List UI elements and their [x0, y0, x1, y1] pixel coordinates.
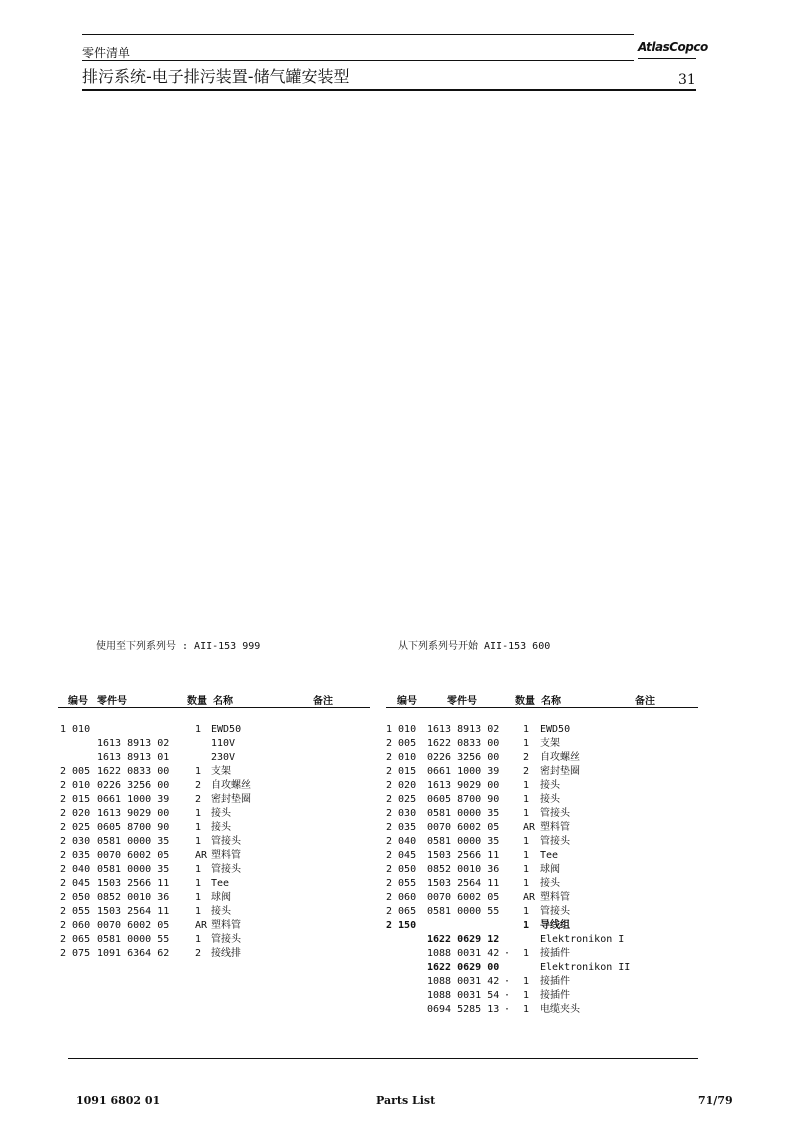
- page-number: 31: [678, 72, 696, 88]
- right-cell-no: 2 065: [386, 906, 417, 917]
- left-cell-name: 管接头: [211, 864, 241, 875]
- left-cell-part: 0581 0000 55: [97, 934, 170, 945]
- footer-rule: [68, 1058, 698, 1059]
- right-table-row: [0, 821, 800, 835]
- left-cell-qty: 2: [195, 780, 202, 791]
- right-cell-name: Elektronikon I: [540, 934, 625, 945]
- right-col-qty: 数量: [515, 696, 535, 707]
- header-mid-rule: [82, 60, 634, 61]
- right-cell-part: 1622 0833 00: [427, 738, 500, 749]
- right-table-row: [0, 779, 800, 793]
- right-cell-qty: AR: [523, 822, 536, 833]
- right-col-remark: 备注: [635, 696, 655, 707]
- right-cell-dot: ·: [504, 990, 511, 1001]
- left-cell-qty: 1: [195, 864, 202, 875]
- right-cell-qty: AR: [523, 892, 536, 903]
- left-cell-qty: 1: [195, 878, 202, 889]
- right-table-row: [0, 961, 800, 975]
- right-col-name: 名称: [541, 696, 561, 707]
- right-table-row: [0, 723, 800, 737]
- right-cell-part: 1503 2566 11: [427, 850, 500, 861]
- right-cell-no: 2 035: [386, 822, 417, 833]
- right-table-row: [0, 849, 800, 863]
- left-cell-part: 1503 2566 11: [97, 878, 170, 889]
- left-cell-name: 自攻螺丝: [211, 780, 251, 791]
- left-cell-name: EWD50: [211, 724, 242, 735]
- right-cell-qty: 2: [523, 766, 530, 777]
- right-cell-qty: 2: [523, 752, 530, 763]
- right-cell-qty: 1: [523, 850, 530, 861]
- left-cell-part: 1503 2564 11: [97, 906, 170, 917]
- right-cell-qty: 1: [523, 724, 530, 735]
- right-cell-qty: 1: [523, 920, 530, 931]
- right-table-row: [0, 905, 800, 919]
- right-cell-part: 0852 0010 36: [427, 864, 500, 875]
- right-cell-name: 电缆夹头: [540, 1004, 580, 1015]
- right-cell-part: 0070 6002 05: [427, 892, 500, 903]
- right-cell-qty: 1: [523, 864, 530, 875]
- right-cell-part: 1503 2564 11: [427, 878, 500, 889]
- right-header-rule: [386, 707, 698, 708]
- left-cell-no: 2 050: [60, 892, 91, 903]
- left-cell-qty: 1: [195, 934, 202, 945]
- header-top-rule: [82, 34, 634, 35]
- left-cell-qty: 1: [195, 808, 202, 819]
- footer-label: Parts List: [376, 1094, 436, 1107]
- footer-page: 71/79: [698, 1094, 733, 1107]
- right-serial-note: 从下列系列号开始 AII-153 600: [398, 641, 551, 652]
- left-cell-name: 110V: [211, 738, 236, 749]
- left-cell-no: 2 075: [60, 948, 91, 959]
- right-cell-name: 管接头: [540, 906, 570, 917]
- left-cell-no: 2 055: [60, 906, 91, 917]
- right-cell-part: 1613 8913 02: [427, 724, 500, 735]
- left-cell-name: 管接头: [211, 836, 241, 847]
- left-cell-no: 2 005: [60, 766, 91, 777]
- right-table-row: [0, 765, 800, 779]
- right-cell-name: 导线组: [540, 920, 570, 931]
- right-cell-qty: 1: [523, 808, 530, 819]
- right-table-row: [0, 835, 800, 849]
- right-table-row: [0, 919, 800, 933]
- right-cell-name: 接头: [540, 780, 560, 791]
- right-cell-part: 0581 0000 35: [427, 808, 500, 819]
- right-cell-no: 2 060: [386, 892, 417, 903]
- right-parts-table: [0, 723, 800, 1017]
- left-cell-qty: 1: [195, 822, 202, 833]
- left-cell-no: 2 060: [60, 920, 91, 931]
- left-cell-qty: 1: [195, 906, 202, 917]
- right-cell-part: 1088 0031 42: [427, 976, 500, 987]
- left-cell-no: 2 045: [60, 878, 91, 889]
- right-col-no: 编号: [397, 696, 417, 707]
- left-cell-part: 0581 0000 35: [97, 836, 170, 847]
- left-cell-name: 塑料管: [211, 920, 241, 931]
- right-cell-name: 接插件: [540, 948, 570, 959]
- left-header-rule: [58, 707, 370, 708]
- left-cell-no: 2 040: [60, 864, 91, 875]
- right-col-part: 零件号: [447, 696, 477, 707]
- right-cell-no: 2 020: [386, 780, 417, 791]
- left-col-part: 零件号: [97, 696, 127, 707]
- left-cell-name: 接头: [211, 906, 231, 917]
- left-cell-name: 接头: [211, 808, 231, 819]
- right-table-row: [0, 807, 800, 821]
- header-bottom-rule: [82, 89, 696, 91]
- logo-underline: [638, 58, 696, 59]
- left-cell-part: 0226 3256 00: [97, 780, 170, 791]
- left-col-no: 编号: [68, 696, 88, 707]
- right-cell-no: 2 055: [386, 878, 417, 889]
- right-cell-no: 2 015: [386, 766, 417, 777]
- right-cell-name: 接插件: [540, 990, 570, 1001]
- left-cell-no: 1 010: [60, 724, 91, 735]
- right-table-row: [0, 947, 800, 961]
- left-cell-name: 接头: [211, 822, 231, 833]
- left-cell-part: 0070 6002 05: [97, 850, 170, 861]
- header-subtitle: 零件清单: [82, 46, 131, 60]
- right-cell-part: 0226 3256 00: [427, 752, 500, 763]
- right-cell-part: 0581 0000 35: [427, 836, 500, 847]
- right-cell-qty: 1: [523, 948, 530, 959]
- left-cell-name: 球阀: [211, 892, 231, 903]
- right-cell-name: 管接头: [540, 836, 570, 847]
- right-cell-qty: 1: [523, 780, 530, 791]
- left-cell-part: 0605 8700 90: [97, 822, 170, 833]
- right-cell-no: 2 150: [386, 920, 417, 931]
- right-cell-qty: 1: [523, 990, 530, 1001]
- right-cell-qty: 1: [523, 976, 530, 987]
- right-cell-name: 接插件: [540, 976, 570, 987]
- right-cell-part: 0070 6002 05: [427, 822, 500, 833]
- right-cell-name: Tee: [540, 850, 559, 861]
- right-cell-part: 0581 0000 55: [427, 906, 500, 917]
- right-cell-no: 2 050: [386, 864, 417, 875]
- right-cell-qty: 1: [523, 794, 530, 805]
- right-cell-name: 塑料管: [540, 892, 570, 903]
- right-cell-dot: ·: [504, 1004, 511, 1015]
- right-cell-name: 球阀: [540, 864, 560, 875]
- right-cell-part: 0694 5285 13: [427, 1004, 500, 1015]
- right-cell-no: 2 030: [386, 808, 417, 819]
- right-cell-no: 2 040: [386, 836, 417, 847]
- left-cell-qty: 1: [195, 836, 202, 847]
- right-cell-part: 1622 0629 12: [427, 934, 500, 945]
- left-cell-qty: 2: [195, 794, 202, 805]
- left-cell-no: 2 025: [60, 822, 91, 833]
- right-table-row: [0, 891, 800, 905]
- right-cell-part: 0605 8700 90: [427, 794, 500, 805]
- left-cell-no: 2 010: [60, 780, 91, 791]
- left-cell-name: 密封垫圈: [211, 794, 251, 805]
- right-cell-part: 1622 0629 00: [427, 962, 500, 973]
- right-cell-name: 塑料管: [540, 822, 570, 833]
- left-cell-no: 2 035: [60, 850, 91, 861]
- right-table-row: [0, 989, 800, 1003]
- left-cell-qty: 1: [195, 892, 202, 903]
- right-cell-name: 密封垫圈: [540, 766, 580, 777]
- right-table-row: [0, 751, 800, 765]
- right-table-row: [0, 975, 800, 989]
- left-cell-qty: 2: [195, 948, 202, 959]
- right-cell-name: 支架: [540, 738, 560, 749]
- right-cell-qty: 1: [523, 906, 530, 917]
- left-cell-part: 1613 9029 00: [97, 808, 170, 819]
- right-table-row: [0, 1003, 800, 1017]
- left-cell-name: 管接头: [211, 934, 241, 945]
- left-col-remark: 备注: [313, 696, 333, 707]
- right-cell-qty: 1: [523, 836, 530, 847]
- right-cell-part: 1088 0031 42: [427, 948, 500, 959]
- left-cell-part: 0852 0010 36: [97, 892, 170, 903]
- right-cell-name: 管接头: [540, 808, 570, 819]
- left-cell-part: 1622 0833 00: [97, 766, 170, 777]
- left-cell-name: 接线排: [211, 948, 241, 959]
- left-cell-no: 2 030: [60, 836, 91, 847]
- right-cell-dot: ·: [504, 976, 511, 987]
- page-title: 排污系统-电子排污装置-储气罐安装型: [82, 67, 350, 86]
- right-cell-part: 1613 9029 00: [427, 780, 500, 791]
- right-cell-dot: ·: [504, 948, 511, 959]
- left-col-qty: 数量: [187, 696, 207, 707]
- left-cell-qty: 1: [195, 766, 202, 777]
- right-cell-name: 接头: [540, 794, 560, 805]
- right-table-row: [0, 877, 800, 891]
- right-cell-no: 1 010: [386, 724, 417, 735]
- left-cell-qty: AR: [195, 850, 208, 861]
- left-cell-part: 0070 6002 05: [97, 920, 170, 931]
- left-cell-part: 1091 6364 62: [97, 948, 170, 959]
- left-cell-qty: AR: [195, 920, 208, 931]
- left-cell-name: 230V: [211, 752, 236, 763]
- left-cell-name: 塑料管: [211, 850, 241, 861]
- left-cell-part: 1613 8913 02: [97, 738, 170, 749]
- left-cell-name: Tee: [211, 878, 230, 889]
- right-cell-name: Elektronikon II: [540, 962, 631, 973]
- right-cell-name: EWD50: [540, 724, 571, 735]
- right-table-row: [0, 737, 800, 751]
- right-table-row: [0, 793, 800, 807]
- left-cell-part: 1613 8913 01: [97, 752, 170, 763]
- left-cell-no: 2 020: [60, 808, 91, 819]
- right-cell-qty: 1: [523, 878, 530, 889]
- left-serial-note: 使用至下列系列号 : AII-153 999: [96, 641, 261, 652]
- right-cell-no: 2 010: [386, 752, 417, 763]
- right-cell-no: 2 045: [386, 850, 417, 861]
- left-cell-no: 2 065: [60, 934, 91, 945]
- right-cell-part: 0661 1000 39: [427, 766, 500, 777]
- left-cell-part: 0661 1000 39: [97, 794, 170, 805]
- right-cell-qty: 1: [523, 1004, 530, 1015]
- right-cell-no: 2 025: [386, 794, 417, 805]
- brand-logo: AtlasCopco: [638, 40, 708, 54]
- left-cell-name: 支架: [211, 766, 231, 777]
- footer-doc-number: 1091 6802 01: [76, 1094, 161, 1107]
- right-table-row: [0, 863, 800, 877]
- right-cell-no: 2 005: [386, 738, 417, 749]
- right-cell-part: 1088 0031 54: [427, 990, 500, 1001]
- right-cell-name: 接头: [540, 878, 560, 889]
- right-cell-name: 自攻螺丝: [540, 752, 580, 763]
- right-table-row: [0, 933, 800, 947]
- right-cell-qty: 1: [523, 738, 530, 749]
- left-col-name: 名称: [213, 696, 233, 707]
- left-cell-no: 2 015: [60, 794, 91, 805]
- left-cell-qty: 1: [195, 724, 202, 735]
- left-cell-part: 0581 0000 35: [97, 864, 170, 875]
